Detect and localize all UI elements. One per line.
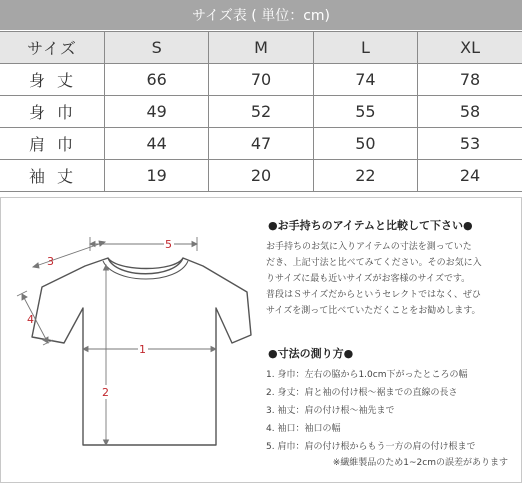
size-table xyxy=(0,31,522,192)
table-cell: 55 xyxy=(313,96,417,128)
row-label-length: 身丈 xyxy=(0,64,105,96)
table-cell: 20 xyxy=(209,160,313,192)
label-3: 3 xyxy=(47,255,54,268)
compare-description xyxy=(266,239,516,319)
label-4: 4 xyxy=(27,313,34,326)
table-row xyxy=(0,160,522,192)
compare-line: お手持ちのお気に入りアイテムの寸法を測っていた xyxy=(266,242,472,252)
table-cell: 47 xyxy=(209,128,313,160)
table-cell: 22 xyxy=(313,160,417,192)
table-cell: 52 xyxy=(209,96,313,128)
size-header-l: L xyxy=(313,32,417,64)
measure-list xyxy=(266,366,475,456)
label-5: 5 xyxy=(165,238,172,251)
label-1: 1 xyxy=(139,343,146,356)
size-column-header: サイズ xyxy=(0,32,105,64)
table-row xyxy=(0,128,522,160)
table-cell: 78 xyxy=(418,64,522,96)
table-cell: 50 xyxy=(313,128,417,160)
compare-line: りサイズに最も近いサイズがお客様のサイズです。 xyxy=(266,274,471,284)
table-cell: 53 xyxy=(418,128,522,160)
table-cell: 44 xyxy=(105,128,209,160)
sleeve-opening-arrow xyxy=(22,294,48,343)
table-cell: 66 xyxy=(105,64,209,96)
list-item: 2. 身丈：肩と袖の付け根～裾までの直線の長さ xyxy=(266,388,458,398)
list-item: 4. 袖口：袖口の幅 xyxy=(266,424,341,434)
table-cell: 74 xyxy=(313,64,417,96)
size-table-title: サイズ表 ( 単位：cm) xyxy=(0,0,522,30)
compare-line: 普段はＳサイズだからというセレクトではなく、ぜひ xyxy=(266,290,481,300)
table-row xyxy=(0,64,522,96)
row-label-width: 身巾 xyxy=(0,96,105,128)
row-label-sleeve: 袖丈 xyxy=(0,160,105,192)
size-header-xl: XL xyxy=(418,32,522,64)
compare-line: だき、上記寸法と比べてみてください。そのお気に入 xyxy=(266,258,482,268)
table-row xyxy=(0,96,522,128)
tolerance-note: ※繊維製品のため1~2cmの誤差があります xyxy=(332,458,508,468)
compare-line: サイズを測って比べていただくことをお勧めします。 xyxy=(266,306,481,316)
list-item: 5. 肩巾：肩の付け根からもう一方の肩の付け根まで xyxy=(266,442,476,452)
size-header-m: M xyxy=(209,32,313,64)
table-cell: 24 xyxy=(418,160,522,192)
tshirt-measurement-diagram xyxy=(0,197,262,481)
list-item: 3. 袖丈：肩の付け根～袖先まで xyxy=(266,406,395,416)
size-header-s: S xyxy=(105,32,209,64)
table-cell: 49 xyxy=(105,96,209,128)
row-label-shoulder: 肩巾 xyxy=(0,128,105,160)
compare-title: ●お手持ちのアイテムと比較して下さい● xyxy=(268,219,473,232)
size-table-header-row xyxy=(0,32,522,64)
table-cell: 19 xyxy=(105,160,209,192)
table-cell: 58 xyxy=(418,96,522,128)
list-item: 1. 身巾：左右の脇から1.0cm下がったところの幅 xyxy=(266,370,468,380)
label-2: 2 xyxy=(102,386,109,399)
table-cell: 70 xyxy=(209,64,313,96)
measure-title: ●寸法の測り方● xyxy=(268,347,354,360)
